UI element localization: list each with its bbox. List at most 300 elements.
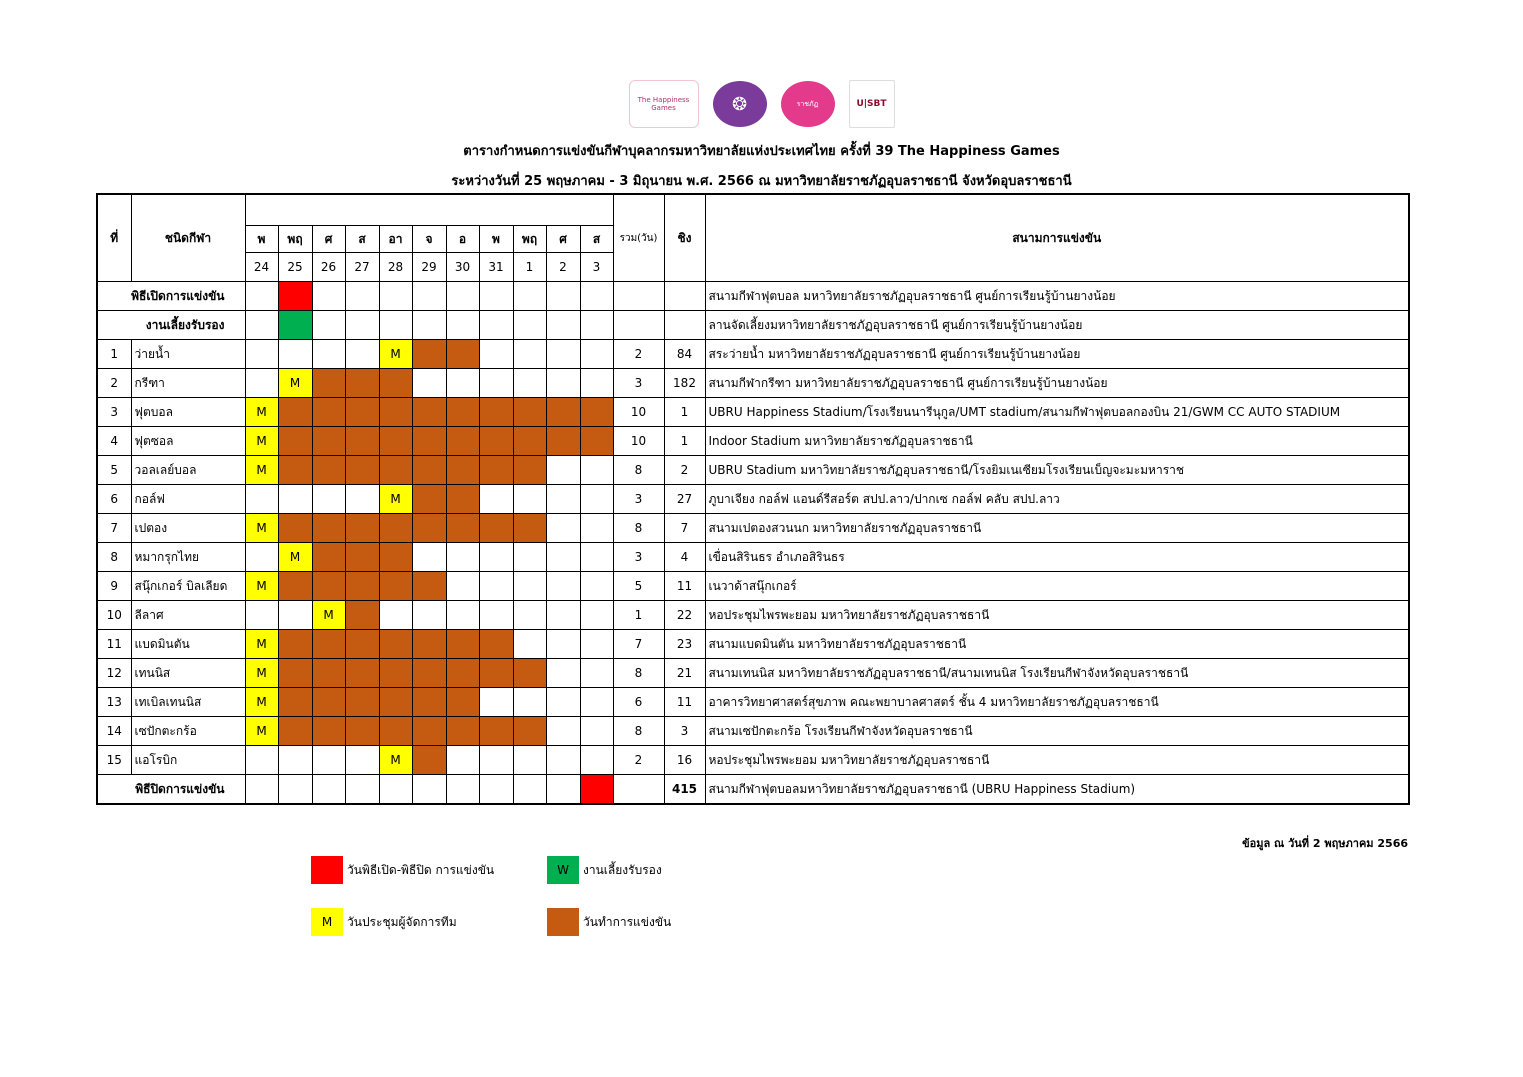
- schedule-cell: [379, 282, 412, 311]
- medal-count: 3: [664, 717, 705, 746]
- header-days-group: [245, 194, 613, 226]
- schedule-cell: [379, 543, 412, 572]
- schedule-cell: [546, 688, 580, 717]
- ceremony-row: [97, 282, 1409, 311]
- closing-row: [97, 775, 1409, 805]
- schedule-cell: [580, 717, 613, 746]
- venue-cell: สนามเทนนิส มหาวิทยาลัยราชภัฏอุบลราชธานี/สนามเทนนิส โรงเรียนกีฬาจังหวัดอุบลราชธานี: [705, 659, 1409, 688]
- happiness-games-logo: The Happiness Games: [629, 80, 699, 128]
- schedule-cell: [312, 340, 345, 369]
- table-row: [97, 717, 1409, 746]
- schedule-cell: [278, 514, 312, 543]
- ceremony-label: งานเลี้ยงรับรอง: [97, 311, 245, 340]
- venue-cell: ภูบาเจียง กอล์ฟ แอนด์รีสอร์ต สปป.ลาว/ปากเซ กอล์ฟ คลับ สปป.ลาว: [705, 485, 1409, 514]
- schedule-cell: [345, 398, 379, 427]
- legend-item-ceremony: [311, 856, 494, 884]
- schedule-cell: [312, 746, 345, 775]
- header-date: 31: [479, 253, 513, 282]
- schedule-cell: [278, 746, 312, 775]
- schedule-cell: [412, 427, 446, 456]
- schedule-cell: [345, 543, 379, 572]
- row-number: 1: [97, 340, 131, 369]
- legend-item-meeting: [311, 908, 457, 936]
- schedule-cell: [479, 630, 513, 659]
- schedule-cell: [312, 427, 345, 456]
- schedule-cell: [345, 746, 379, 775]
- schedule-cell: [446, 543, 479, 572]
- header-day: ส: [580, 226, 613, 253]
- schedule-cell: [546, 746, 580, 775]
- venue-cell: สนามกีฬาฟุตบอลมหาวิทยาลัยราชภัฏอุบลราชธานี (UBRU Happiness Stadium): [705, 775, 1409, 805]
- header-date: 29: [412, 253, 446, 282]
- schedule-cell: [546, 398, 580, 427]
- schedule-cell: [278, 485, 312, 514]
- schedule-cell: [446, 369, 479, 398]
- schedule-cell: [312, 775, 345, 805]
- schedule-cell: [345, 688, 379, 717]
- medal-count: 84: [664, 340, 705, 369]
- schedule-cell: [513, 485, 546, 514]
- schedule-cell: [580, 282, 613, 311]
- schedule-cell: [245, 340, 278, 369]
- schedule-cell: [278, 659, 312, 688]
- table-row: [97, 659, 1409, 688]
- header-day: พฤ: [278, 226, 312, 253]
- schedule-cell: [479, 311, 513, 340]
- schedule-cell: [479, 688, 513, 717]
- total-days: 2: [613, 340, 664, 369]
- schedule-cell: [412, 630, 446, 659]
- schedule-cell: [379, 311, 412, 340]
- schedule-cell: [446, 630, 479, 659]
- schedule-cell: [278, 427, 312, 456]
- schedule-cell: [345, 775, 379, 805]
- schedule-cell: [446, 775, 479, 805]
- total-days: 8: [613, 456, 664, 485]
- venue-cell: สนามแบดมินตัน มหาวิทยาลัยราชภัฏอุบลราชธานี: [705, 630, 1409, 659]
- legend-swatch-green: W: [547, 856, 579, 884]
- schedule-cell: [312, 311, 345, 340]
- page-title: ตารางกำหนดการแข่งขันกีฬาบุคลากรมหาวิทยาลัยแห่งประเทศไทย ครั้งที่ 39 The Happiness Games: [463, 144, 1060, 159]
- schedule-cell: [278, 601, 312, 630]
- header-medals: ชิง: [664, 194, 705, 282]
- table-row: [97, 688, 1409, 717]
- header-day: พ: [479, 226, 513, 253]
- schedule-cell: [513, 630, 546, 659]
- total-days: [613, 775, 664, 805]
- medal-count: 2: [664, 456, 705, 485]
- schedule-cell: [513, 514, 546, 543]
- legend-item-competition: [547, 908, 671, 936]
- total-days: 8: [613, 717, 664, 746]
- schedule-cell: [312, 456, 345, 485]
- schedule-cell: [479, 514, 513, 543]
- venue-cell: สนามเปตองสวนนก มหาวิทยาลัยราชภัฏอุบลราชธานี: [705, 514, 1409, 543]
- schedule-cell: [513, 659, 546, 688]
- total-days: [613, 282, 664, 311]
- medal-count: 27: [664, 485, 705, 514]
- table-row: [97, 427, 1409, 456]
- schedule-cell: [278, 456, 312, 485]
- schedule-cell: [513, 572, 546, 601]
- schedule-cell: [245, 746, 278, 775]
- schedule-cell: [580, 485, 613, 514]
- row-number: 4: [97, 427, 131, 456]
- schedule-cell: [546, 659, 580, 688]
- medal-count: 11: [664, 572, 705, 601]
- total-days: 10: [613, 427, 664, 456]
- schedule-cell: [580, 427, 613, 456]
- table-row: [97, 340, 1409, 369]
- schedule-cell: M: [379, 746, 412, 775]
- row-number: 8: [97, 543, 131, 572]
- schedule-cell: [245, 543, 278, 572]
- venue-cell: เขื่อนสิรินธร อำเภอสิรินธร: [705, 543, 1409, 572]
- schedule-cell: [580, 688, 613, 717]
- schedule-cell: [546, 514, 580, 543]
- schedule-cell: [513, 369, 546, 398]
- header-day: อ: [446, 226, 479, 253]
- schedule-cell: [446, 427, 479, 456]
- schedule-cell: [379, 427, 412, 456]
- schedule-cell: [412, 775, 446, 805]
- header-total: รวม(วัน): [613, 194, 664, 282]
- table-row: [97, 630, 1409, 659]
- schedule-cell: [546, 485, 580, 514]
- schedule-cell: [580, 746, 613, 775]
- medal-count: 4: [664, 543, 705, 572]
- header-date: 28: [379, 253, 412, 282]
- schedule-cell: [546, 311, 580, 340]
- medal-count: 16: [664, 746, 705, 775]
- schedule-cell: [446, 311, 479, 340]
- schedule-cell: [312, 717, 345, 746]
- legend-label: งานเลี้ยงรับรอง: [583, 862, 662, 877]
- schedule-cell: [312, 630, 345, 659]
- schedule-cell: M: [245, 456, 278, 485]
- total-days: 2: [613, 746, 664, 775]
- schedule-cell: [412, 688, 446, 717]
- sport-name: เทเบิลเทนนิส: [131, 688, 245, 717]
- schedule-cell: [379, 601, 412, 630]
- schedule-cell: M: [245, 659, 278, 688]
- schedule-cell: [513, 717, 546, 746]
- ceremony-label: พิธีเปิดการแข่งขัน: [97, 282, 245, 311]
- schedule-cell: [580, 630, 613, 659]
- row-number: 12: [97, 659, 131, 688]
- schedule-cell: [446, 572, 479, 601]
- venue-cell: อาคารวิทยาศาสตร์สุขภาพ คณะพยาบาลศาสตร์ ชั้น 4 มหาวิทยาลัยราชภัฏอุบลราชธานี: [705, 688, 1409, 717]
- schedule-cell: [580, 572, 613, 601]
- schedule-cell: M: [278, 369, 312, 398]
- row-number: 5: [97, 456, 131, 485]
- schedule-cell: [446, 659, 479, 688]
- venue-cell: สนามกีฬากรีฑา มหาวิทยาลัยราชภัฏอุบลราชธานี ศูนย์การเรียนรู้บ้านยางน้อย: [705, 369, 1409, 398]
- schedule-cell: M: [245, 427, 278, 456]
- total-days: 3: [613, 369, 664, 398]
- venue-cell: ลานจัดเลี้ยงมหาวิทยาลัยราชภัฏอุบลราชธานี ศูนย์การเรียนรู้บ้านยางน้อย: [705, 311, 1409, 340]
- total-days: [613, 311, 664, 340]
- schedule-cell: [379, 456, 412, 485]
- row-number: 6: [97, 485, 131, 514]
- schedule-cell: M: [379, 485, 412, 514]
- schedule-cell: [379, 630, 412, 659]
- schedule-cell: [513, 775, 546, 805]
- sport-name: ฟุตบอล: [131, 398, 245, 427]
- schedule-cell: [245, 311, 278, 340]
- legend-label: วันประชุมผู้จัดการทีม: [347, 914, 457, 929]
- schedule-cell: [513, 543, 546, 572]
- schedule-cell: [446, 514, 479, 543]
- schedule-cell: [580, 369, 613, 398]
- schedule-cell: [379, 514, 412, 543]
- table-row: [97, 485, 1409, 514]
- sport-name: กอล์ฟ: [131, 485, 245, 514]
- schedule-cell: [479, 282, 513, 311]
- schedule-cell: [412, 659, 446, 688]
- schedule-cell: [412, 514, 446, 543]
- sport-name: สนุ๊กเกอร์ บิลเลียด: [131, 572, 245, 601]
- schedule-cell: [479, 427, 513, 456]
- schedule-cell: [513, 688, 546, 717]
- schedule-cell: [446, 398, 479, 427]
- schedule-cell: [278, 717, 312, 746]
- header-date: 3: [580, 253, 613, 282]
- venue-cell: สนามเซปักตะกร้อ โรงเรียนกีฬาจังหวัดอุบลราชธานี: [705, 717, 1409, 746]
- schedule-cell: [546, 543, 580, 572]
- table-row: [97, 456, 1409, 485]
- schedule-cell: [513, 746, 546, 775]
- logo-bar: [0, 80, 1523, 128]
- header-day: จ: [412, 226, 446, 253]
- row-number: 14: [97, 717, 131, 746]
- header-day: อา: [379, 226, 412, 253]
- schedule-cell: [479, 369, 513, 398]
- total-days: 7: [613, 630, 664, 659]
- schedule-cell: [546, 340, 580, 369]
- row-number: 9: [97, 572, 131, 601]
- header-date: 26: [312, 253, 345, 282]
- sport-name: กรีฑา: [131, 369, 245, 398]
- table-row: [97, 514, 1409, 543]
- total-days: 3: [613, 485, 664, 514]
- schedule-cell: [446, 485, 479, 514]
- medal-count: 21: [664, 659, 705, 688]
- schedule-cell: [412, 717, 446, 746]
- header-day: ส: [345, 226, 379, 253]
- schedule-cell: [278, 572, 312, 601]
- medal-count: 182: [664, 369, 705, 398]
- schedule-cell: [379, 659, 412, 688]
- sport-name: แบดมินตัน: [131, 630, 245, 659]
- schedule-cell: M: [278, 543, 312, 572]
- venue-cell: สระว่ายน้ำ มหาวิทยาลัยราชภัฏอุบลราชธานี ศูนย์การเรียนรู้บ้านยางน้อย: [705, 340, 1409, 369]
- schedule-cell: [580, 659, 613, 688]
- schedule-cell: [546, 630, 580, 659]
- schedule-cell: [513, 282, 546, 311]
- schedule-cell: [412, 311, 446, 340]
- header-sport: ชนิดกีฬา: [131, 194, 245, 282]
- schedule-cell: M: [312, 601, 345, 630]
- sport-name: แอโรบิก: [131, 746, 245, 775]
- header-day: พฤ: [513, 226, 546, 253]
- row-number: 15: [97, 746, 131, 775]
- schedule-cell: [580, 775, 613, 805]
- row-number: 10: [97, 601, 131, 630]
- schedule-cell: [546, 427, 580, 456]
- table-row: [97, 543, 1409, 572]
- schedule-cell: [546, 601, 580, 630]
- schedule-cell: [345, 485, 379, 514]
- schedule-cell: [312, 514, 345, 543]
- schedule-cell: [312, 688, 345, 717]
- schedule-cell: [345, 340, 379, 369]
- header-date: 24: [245, 253, 278, 282]
- schedule-cell: M: [245, 717, 278, 746]
- schedule-cell: [379, 775, 412, 805]
- schedule-cell: [278, 688, 312, 717]
- schedule-cell: [412, 282, 446, 311]
- legend-item-reception: [547, 856, 662, 884]
- schedule-cell: [479, 659, 513, 688]
- schedule-cell: [479, 746, 513, 775]
- schedule-cell: [580, 456, 613, 485]
- schedule-cell: [546, 456, 580, 485]
- schedule-cell: [479, 601, 513, 630]
- schedule-cell: [312, 369, 345, 398]
- schedule-cell: [379, 688, 412, 717]
- schedule-cell: [379, 398, 412, 427]
- schedule-cell: [312, 485, 345, 514]
- row-number: 11: [97, 630, 131, 659]
- usbt-logo: U|SBT: [849, 80, 895, 128]
- schedule-cell: [345, 369, 379, 398]
- schedule-cell: [479, 543, 513, 572]
- schedule-cell: [446, 282, 479, 311]
- schedule-table: [96, 193, 1410, 805]
- schedule-cell: [479, 340, 513, 369]
- schedule-cell: [245, 485, 278, 514]
- sport-name: ฟุตซอล: [131, 427, 245, 456]
- schedule-cell: [312, 398, 345, 427]
- schedule-cell: [345, 601, 379, 630]
- schedule-cell: [412, 543, 446, 572]
- venue-cell: Indoor Stadium มหาวิทยาลัยราชภัฏอุบลราชธานี: [705, 427, 1409, 456]
- schedule-cell: [513, 311, 546, 340]
- schedule-cell: [479, 485, 513, 514]
- sport-name: ลีลาศ: [131, 601, 245, 630]
- sport-name: เทนนิส: [131, 659, 245, 688]
- schedule-cell: [546, 282, 580, 311]
- venue-cell: UBRU Stadium มหาวิทยาลัยราชภัฏอุบลราชธานี/โรงยิมเนเซียมโรงเรียนเบ็ญจะมะมหาราช: [705, 456, 1409, 485]
- schedule-cell: [446, 717, 479, 746]
- venue-cell: สนามกีฬาฟุตบอล มหาวิทยาลัยราชภัฏอุบลราชธานี ศูนย์การเรียนรู้บ้านยางน้อย: [705, 282, 1409, 311]
- venue-cell: หอประชุมไพรพะยอม มหาวิทยาลัยราชภัฏอุบลราชธานี: [705, 746, 1409, 775]
- schedule-cell: [513, 398, 546, 427]
- schedule-cell: [379, 572, 412, 601]
- schedule-cell: [479, 717, 513, 746]
- table-row: [97, 746, 1409, 775]
- schedule-cell: [412, 572, 446, 601]
- legend-swatch-red: [311, 856, 343, 884]
- table-row: [97, 398, 1409, 427]
- row-number: 3: [97, 398, 131, 427]
- schedule-cell: [278, 282, 312, 311]
- schedule-cell: [479, 775, 513, 805]
- schedule-cell: [345, 717, 379, 746]
- schedule-cell: [345, 311, 379, 340]
- schedule-cell: [379, 369, 412, 398]
- schedule-cell: [345, 659, 379, 688]
- header-date: 1: [513, 253, 546, 282]
- medal-count: 11: [664, 688, 705, 717]
- sport-name: ว่ายน้ำ: [131, 340, 245, 369]
- schedule-cell: [513, 456, 546, 485]
- medal-count: 1: [664, 398, 705, 427]
- schedule-cell: [446, 340, 479, 369]
- schedule-cell: [245, 282, 278, 311]
- header-venue: สนามการแข่งขัน: [705, 194, 1409, 282]
- legend-swatch-yellow: M: [311, 908, 343, 936]
- schedule-cell: [412, 340, 446, 369]
- schedule-cell: [345, 572, 379, 601]
- sport-name: หมากรุกไทย: [131, 543, 245, 572]
- schedule-cell: [412, 485, 446, 514]
- schedule-cell: [312, 572, 345, 601]
- schedule-cell: [446, 688, 479, 717]
- schedule-cell: [312, 659, 345, 688]
- schedule-cell: [379, 717, 412, 746]
- schedule-cell: [546, 775, 580, 805]
- schedule-cell: [278, 398, 312, 427]
- schedule-cell: [278, 630, 312, 659]
- legend-swatch-brown: [547, 908, 579, 936]
- medal-count: 22: [664, 601, 705, 630]
- table-row: [97, 369, 1409, 398]
- page-subtitle: ระหว่างวันที่ 25 พฤษภาคม - 3 มิถุนายน พ.ศ. 2566 ณ มหาวิทยาลัยราชภัฏอุบลราชธานี จังหวัดอุบลราชธานี: [451, 174, 1072, 189]
- venue-cell: UBRU Happiness Stadium/โรงเรียนนารีนุกูล/UMT stadium/สนามกีฬาฟุตบอลกองบิน 21/GWM CC AUTO STADIUM: [705, 398, 1409, 427]
- data-note: ข้อมูล ณ วันที่ 2 พฤษภาคม 2566: [1242, 837, 1408, 850]
- schedule-cell: [546, 717, 580, 746]
- venue-cell: เนวาด้าสนุ๊กเกอร์: [705, 572, 1409, 601]
- schedule-cell: [479, 456, 513, 485]
- header-day: ศ: [546, 226, 580, 253]
- schedule-cell: [412, 398, 446, 427]
- schedule-cell: [546, 369, 580, 398]
- schedule-cell: [245, 775, 278, 805]
- legend-label: วันทำการแข่งขัน: [583, 914, 672, 929]
- medal-count: 1: [664, 427, 705, 456]
- schedule-cell: [245, 601, 278, 630]
- medal-count: [664, 282, 705, 311]
- header-day: ศ: [312, 226, 345, 253]
- sport-name: วอลเลย์บอล: [131, 456, 245, 485]
- schedule-cell: [278, 340, 312, 369]
- schedule-cell: [312, 282, 345, 311]
- medal-count: [664, 311, 705, 340]
- header-date: 2: [546, 253, 580, 282]
- total-days: 1: [613, 601, 664, 630]
- row-number: 13: [97, 688, 131, 717]
- medal-count: 415: [664, 775, 705, 805]
- total-days: 10: [613, 398, 664, 427]
- schedule-cell: [479, 398, 513, 427]
- schedule-cell: [412, 746, 446, 775]
- schedule-cell: [513, 427, 546, 456]
- schedule-cell: M: [245, 630, 278, 659]
- schedule-cell: [345, 456, 379, 485]
- schedule-cell: [446, 456, 479, 485]
